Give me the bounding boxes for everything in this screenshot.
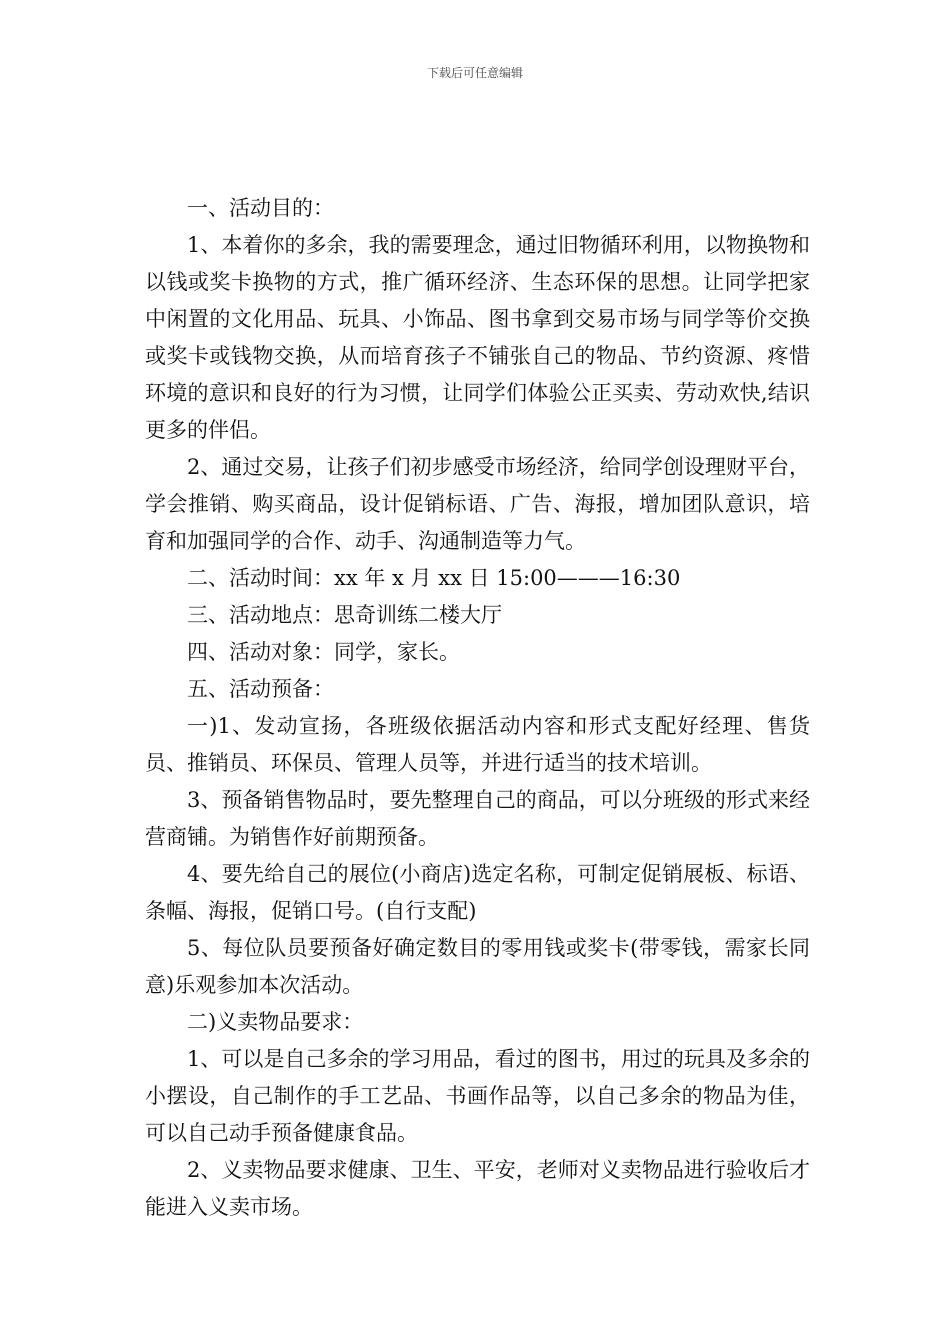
paragraph-preparation-4: 4、要先给自己的展位(小商店)选定名称，可制定促销展板、标语、条幅、海报，促销口号。(自行支配) bbox=[145, 862, 810, 923]
line-activity-location: 三、活动地点：思奇训练二楼大厅 bbox=[187, 603, 502, 627]
paragraph-purpose-1: 1、本着你的多余，我的需要理念，通过旧物循环利用，以物换物和以钱或奖卡换物的方式，推广循环经济、生态环保的思想。让同学把家中闲置的文化用品、玩具、小饰品、图书拿到交易市场与同学等价交换或奖卡或钱物交换，从而培育孩子不铺张自己的物品、节约资源、疼惜环境的意识和良好的行为习惯，让同学们体验公正买卖、劳动欢快,结识更多的伴侣。 bbox=[145, 233, 810, 442]
line-activity-audience: 四、活动对象：同学，家长。 bbox=[187, 640, 460, 664]
document-body bbox=[145, 190, 810, 1226]
heading-activity-preparation: 五、活动预备： bbox=[187, 677, 334, 701]
paragraph-requirement-2: 2、义卖物品要求健康、卫生、平安，老师对义卖物品进行验收后才能进入义卖市场。 bbox=[145, 1158, 810, 1219]
paragraph-preparation-1: 一)1、发动宣扬，各班级依据活动内容和形式支配好经理、售货员、推销员、环保员、管理人员等，并进行适当的技术培训。 bbox=[145, 714, 810, 775]
line-activity-time: 二、活动时间：xx 年 x 月 xx 日 15:00———16:30 bbox=[187, 566, 681, 590]
paragraph-preparation-3: 3、预备销售物品时，要先整理自己的商品，可以分班级的形式来经营商铺。为销售作好前期预备。 bbox=[145, 788, 810, 849]
paragraph-preparation-5: 5、每位队员要预备好确定数目的零用钱或奖卡(带零钱，需家长同意)乐观参加本次活动。 bbox=[145, 936, 810, 997]
page-header-note: 下载后可任意编辑 bbox=[426, 66, 523, 80]
paragraph-purpose-2: 2、通过交易，让孩子们初步感受市场经济，给同学创设理财平台，学会推销、购买商品，设计促销标语、广告、海报，增加团队意识，培育和加强同学的合作、动手、沟通制造等力气。 bbox=[145, 455, 810, 553]
paragraph-requirement-1: 1、可以是自己多余的学习用品，看过的图书，用过的玩具及多余的小摆设，自己制作的手工艺品、书画作品等，以自己多余的物品为佳，可以自己动手预备健康食品。 bbox=[145, 1047, 810, 1145]
heading-charity-item-requirements: 二)义卖物品要求： bbox=[187, 1010, 364, 1034]
heading-activity-purpose: 一、活动目的： bbox=[187, 196, 334, 220]
